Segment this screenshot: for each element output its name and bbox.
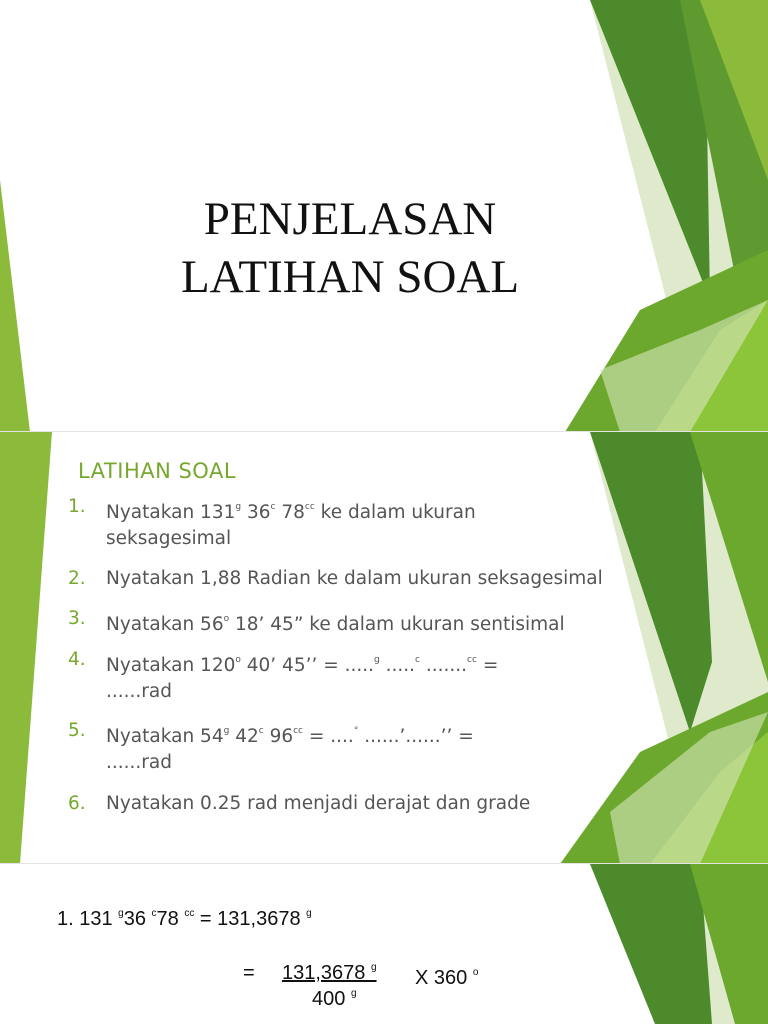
item-text-line-2: ......rad [106, 681, 172, 702]
item-text: Nyatakan 120$^o$ 40’ 45’’ = .....$^g$ .....$^c$ .......$^{cc}$ = [106, 655, 499, 676]
item-number: 2. [68, 568, 86, 589]
item-text: Nyatakan 1,88 Radian ke dalam ukuran seksagesimal [106, 568, 603, 589]
title-line-2: LATIHAN SOAL [180, 251, 520, 303]
title-slide [0, 0, 768, 432]
title-line-1: PENJELASAN [203, 193, 497, 245]
exercise-heading: LATIHAN SOAL [78, 459, 237, 483]
answer-slide [0, 864, 768, 1024]
item-text-line-2: seksagesimal [106, 528, 232, 549]
item-number: 1. [68, 496, 86, 517]
item-number: 5. [68, 720, 86, 741]
fraction-numerator: 131,3678 $^g$ [282, 962, 377, 984]
slide-title [150, 190, 550, 306]
item-number: 4. [68, 649, 86, 670]
answer-line-1: 1. 131 $^g$36 $^c$78 $^{cc}$ = 131,3678 $^g$ [57, 908, 312, 930]
multiplier: X 360 $^o$ [415, 967, 479, 989]
item-number: 3. [68, 608, 86, 629]
answer-equals: = [243, 962, 255, 984]
item-text: Nyatakan 0.25 rad menjadi derajat dan grade [106, 793, 531, 814]
item-text: Nyatakan 131$^g$ 36$^c$ $78^{cc}$ ke dalam ukuran [106, 502, 476, 523]
item-text-line-2: ......rad [106, 752, 172, 773]
item-text: Nyatakan 56$^o$ 18’ 45” ke dalam ukuran sentisimal [106, 614, 565, 635]
item-number: 6. [68, 793, 86, 814]
exercise-slide [0, 432, 768, 864]
item-text: Nyatakan 54$^g$ 42$^c$ $96^{cc} = ....^\circ$ ......’......’’ = [106, 726, 474, 747]
fraction-denominator: 400 $^g$ [312, 988, 357, 1010]
green-decoration [0, 864, 768, 1024]
